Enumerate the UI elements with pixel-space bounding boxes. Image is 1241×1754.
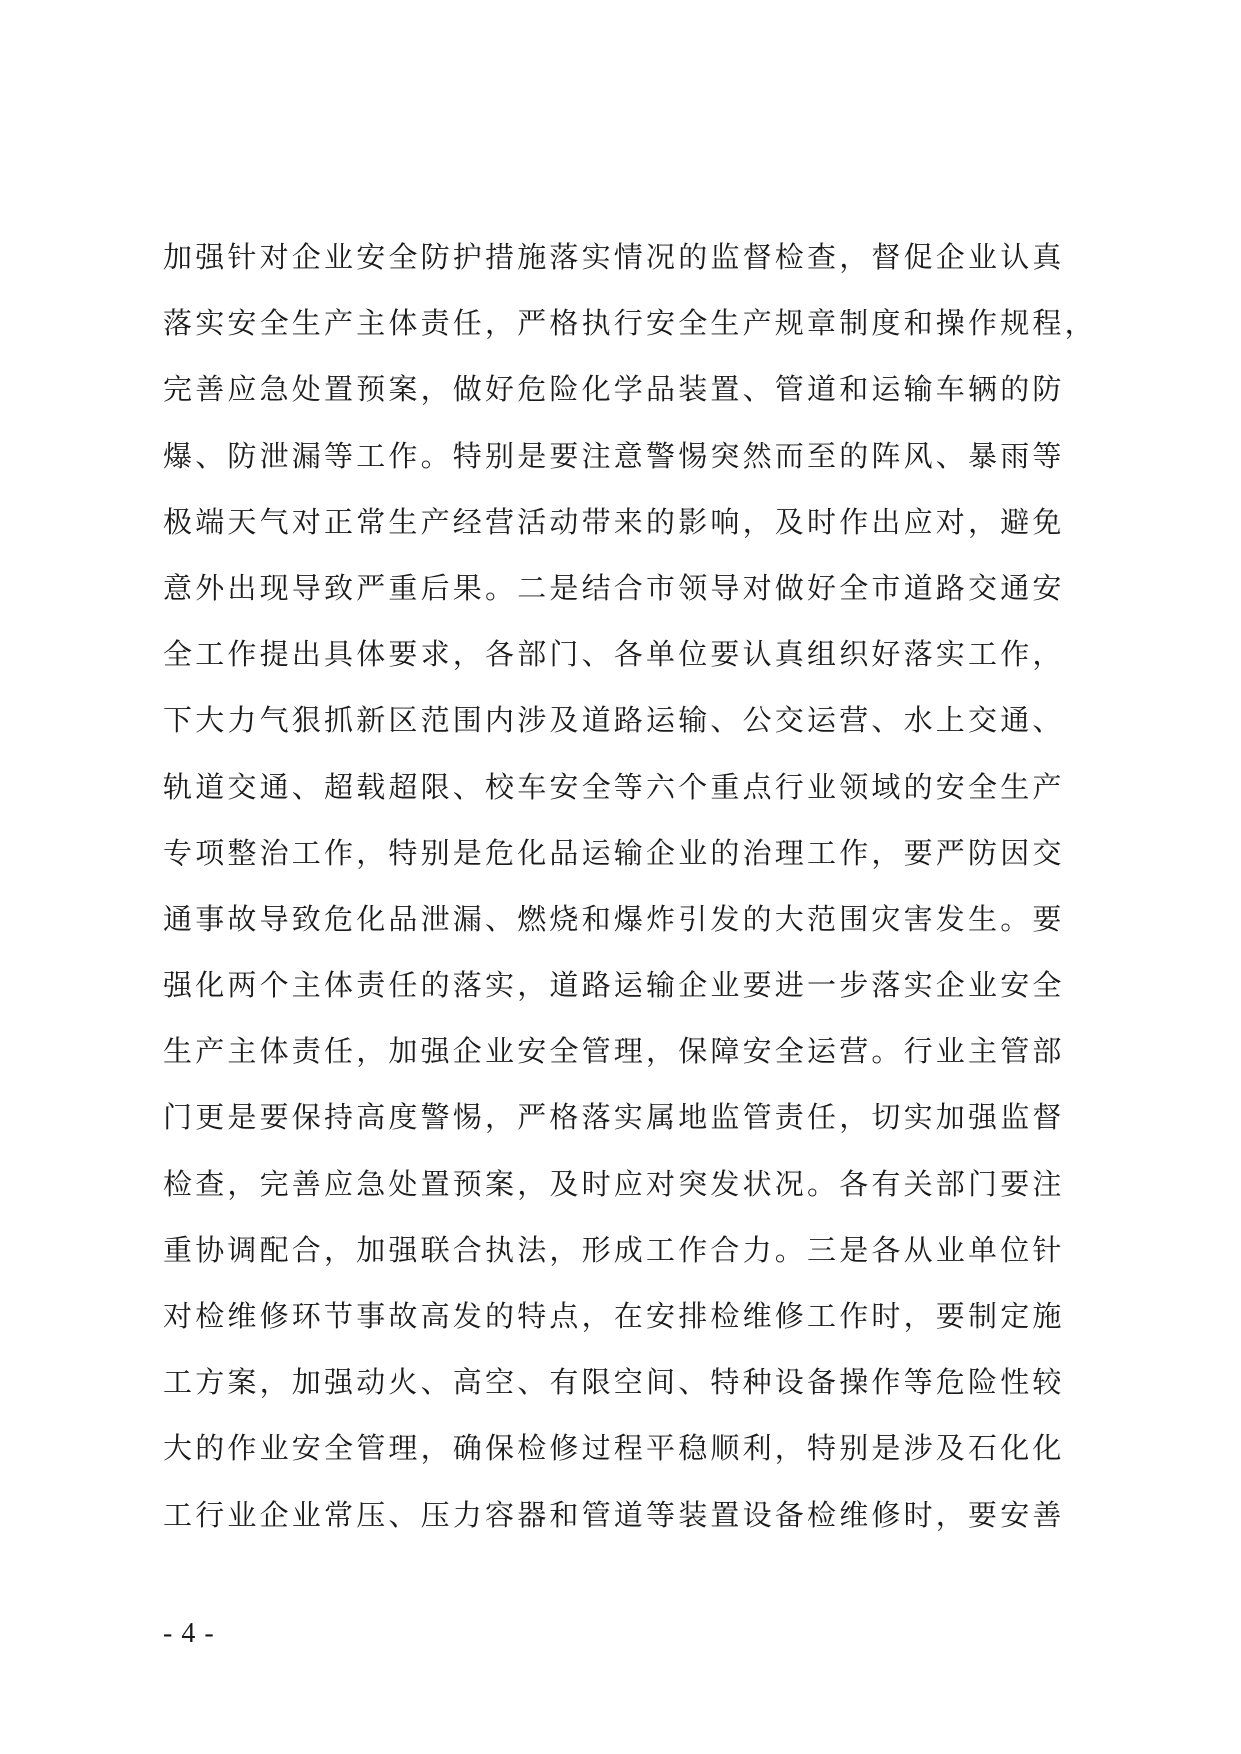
text-line: 完善应急处置预案，做好危险化学品装置、管道和运输车辆的防 xyxy=(163,372,1065,407)
text-line: 门更是要保持高度警惕，严格落实属地监管责任，切实加强监督 xyxy=(163,1100,1065,1135)
text-line: 通事故导致危化品泄漏、燃烧和爆炸引发的大范围灾害发生。要 xyxy=(163,901,1065,936)
text-line: 工行业企业常压、压力容器和管道等装置设备检维修时，要安善 xyxy=(163,1497,1065,1532)
text-line: 加强针对企业安全防护措施落实情况的监督检查，督促企业认真 xyxy=(163,240,1065,274)
text-line: 专项整治工作，特别是危化品运输企业的治理工作，要严防因交 xyxy=(163,835,1065,870)
text-line: 下大力气狠抓新区范围内涉及道路运输、公交运营、水上交通、 xyxy=(163,703,1065,738)
text-line: 爆、防泄漏等工作。特别是要注意警惕突然而至的阵风、暴雨等 xyxy=(163,438,1065,473)
text-line: 极端天气对正常生产经营活动带来的影响，及时作出应对，避免 xyxy=(163,504,1065,539)
text-line: 全工作提出具体要求，各部门、各单位要认真组织好落实工作， xyxy=(163,637,1065,672)
text-line: 重协调配合，加强联合执法，形成工作合力。三是各从业单位针 xyxy=(163,1232,1065,1267)
body-text xyxy=(163,224,1097,1548)
text-line: 检查，完善应急处置预案，及时应对突发状况。各有关部门要注 xyxy=(163,1166,1065,1201)
text-line: 对检维修环节事故高发的特点，在安排检维修工作时，要制定施 xyxy=(163,1299,1065,1333)
text-line: 大的作业安全管理，确保检修过程平稳顺利，特别是涉及石化化 xyxy=(163,1431,1065,1466)
text-line: 工方案，加强动火、高空、有限空间、特种设备操作等危险性较 xyxy=(163,1365,1065,1400)
text-line: 生产主体责任，加强企业安全管理，保障安全运营。行业主管部 xyxy=(163,1034,1065,1069)
text-line: 意外出现导致严重后果。二是结合市领导对做好全市道路交通安 xyxy=(163,570,1065,605)
text-line: 落实安全生产主体责任，严格执行安全生产规章制度和操作规程， xyxy=(163,306,1097,341)
text-line: 轨道交通、超载超限、校车安全等六个重点行业领域的安全生产 xyxy=(163,769,1065,804)
text-line: 强化两个主体责任的落实，道路运输企业要进一步落实企业安全 xyxy=(163,968,1065,1003)
page-number: - 4 - xyxy=(163,1618,215,1649)
